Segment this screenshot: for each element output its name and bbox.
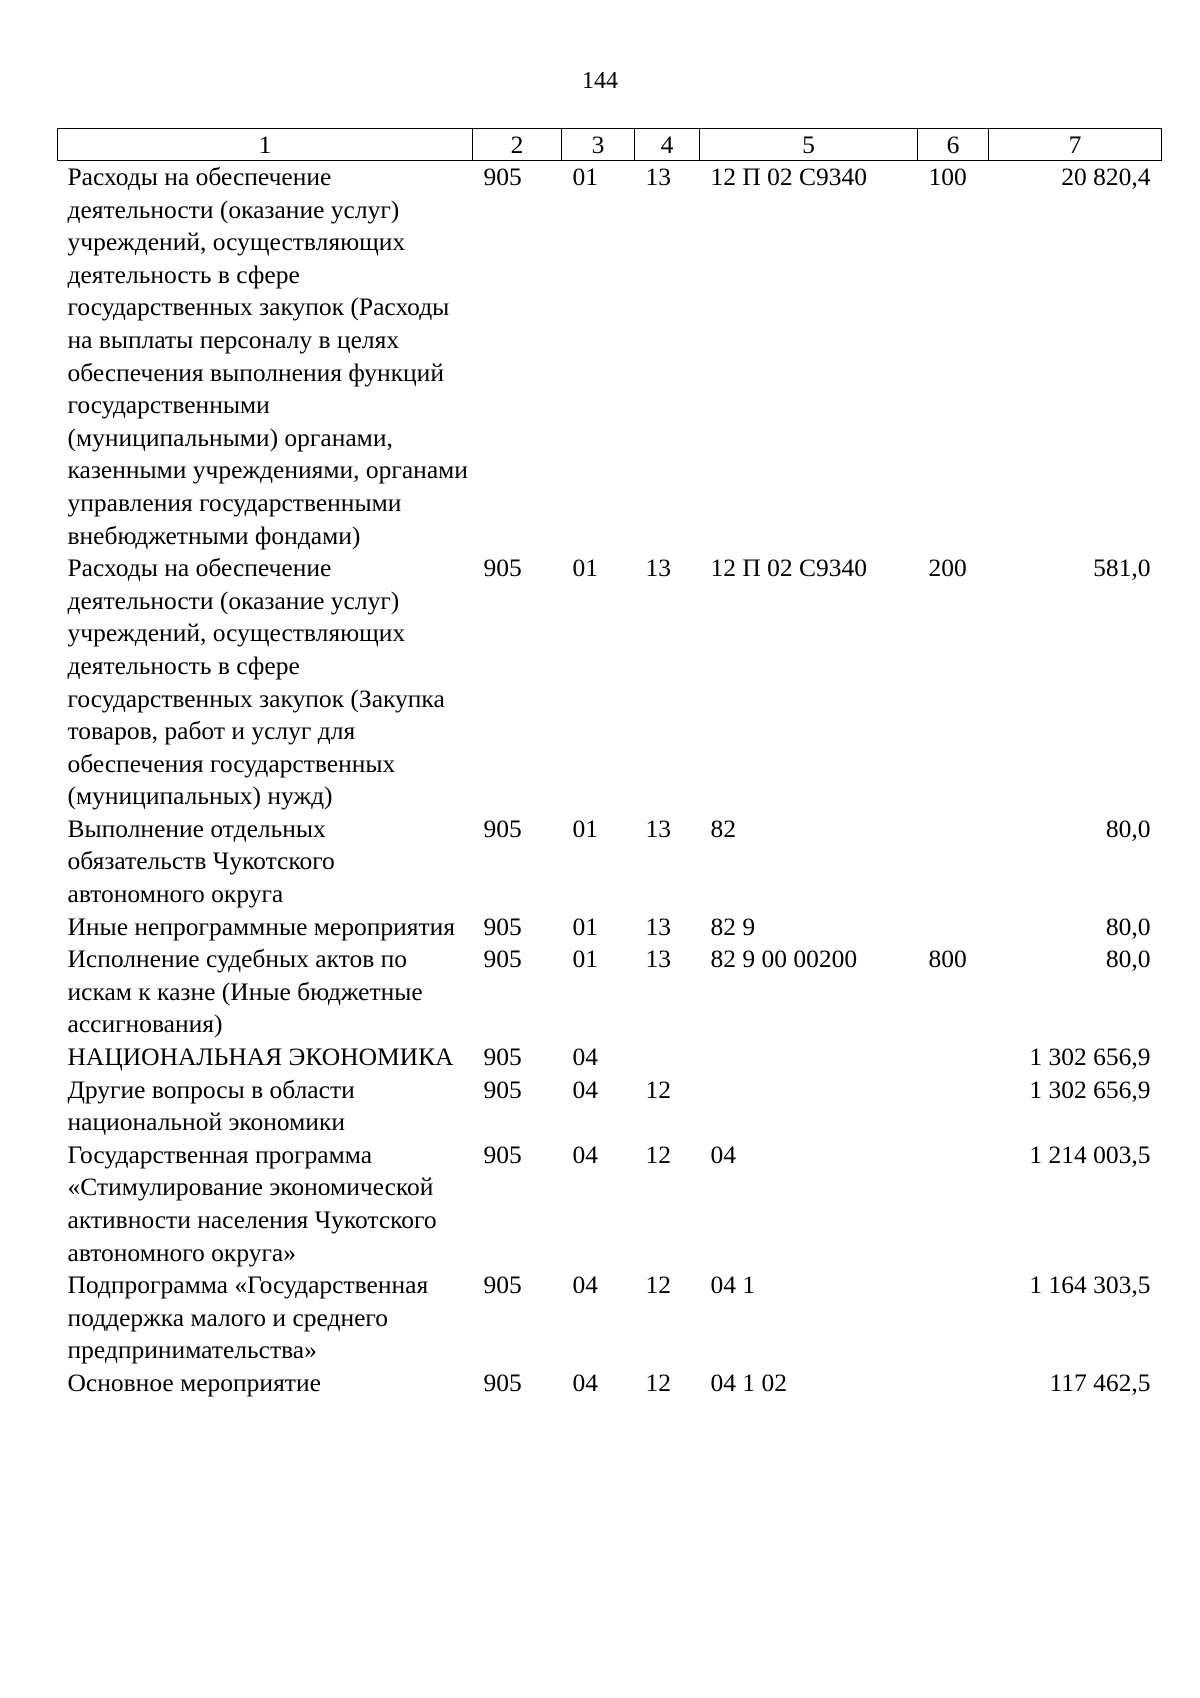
row-subsection: 13 (645, 162, 671, 191)
row-expense-type (918, 1041, 989, 1074)
row-section: 04 (572, 1074, 598, 1104)
row-grbs: 905 (483, 911, 522, 941)
row-name: Выполнение отдельных обязательств Чукотского автономного округа (67, 813, 335, 909)
row-expense-type: 800 (928, 944, 967, 974)
row-name: НАЦИОНАЛЬНАЯ ЭКОНОМИКА (67, 1042, 454, 1072)
header-col-4: 4 (635, 129, 700, 161)
header-col-1: 1 (58, 129, 473, 161)
row-target-article: 12 П 02 С9340 (710, 553, 868, 583)
row-expense-type: 200 (928, 553, 967, 583)
row-section: 04 (572, 1139, 598, 1169)
row-target-article (700, 1074, 918, 1139)
row-name: Другие вопросы в области национальной экономики (67, 1074, 355, 1137)
header-col-7: 7 (989, 129, 1162, 161)
row-target-article: 82 9 (710, 911, 756, 941)
row-expense-type (918, 1074, 989, 1139)
row-expense-type: 100 (928, 162, 967, 191)
row-subsection (635, 1041, 700, 1074)
row-name: Основное мероприятие (67, 1367, 321, 1397)
row-section: 04 (572, 1270, 598, 1300)
row-name: Иные непрограммные мероприятия (67, 911, 456, 941)
table-header (58, 129, 1162, 161)
table-row (58, 1269, 1162, 1367)
row-amount: 80,0 (1105, 944, 1151, 974)
row-expense-type (918, 911, 989, 944)
row-subsection: 13 (645, 813, 671, 843)
row-target-article (700, 1041, 918, 1074)
header-col-6: 6 (918, 129, 989, 161)
row-grbs: 905 (483, 162, 522, 191)
row-subsection: 13 (645, 553, 671, 583)
table-body (58, 161, 1162, 1400)
row-name: Подпрограмма «Государственная поддержка малого и среднего предпринимательства» (67, 1270, 429, 1365)
header-row (58, 129, 1162, 161)
table-row (58, 943, 1162, 1041)
row-subsection: 12 (645, 1139, 671, 1169)
row-amount: 1 302 656,9 (1029, 1074, 1151, 1104)
row-amount: 1 164 303,5 (1029, 1270, 1151, 1300)
row-expense-type (918, 813, 989, 911)
row-target-article: 04 1 02 (710, 1367, 787, 1397)
row-target-article: 82 9 00 00200 (710, 944, 858, 974)
row-grbs: 905 (483, 944, 522, 974)
table-row (58, 1139, 1162, 1269)
row-grbs: 905 (483, 1139, 522, 1169)
row-expense-type (918, 1269, 989, 1367)
table-row (58, 813, 1162, 911)
row-name: Исполнение судебных актов по искам к казне (Иные бюджетные ассигнования) (67, 944, 423, 1039)
row-expense-type (918, 1139, 989, 1269)
row-section: 01 (572, 162, 598, 191)
row-section: 01 (572, 911, 598, 941)
table-row (58, 911, 1162, 944)
row-amount: 80,0 (1105, 813, 1151, 843)
table-row (58, 1074, 1162, 1139)
row-target-article: 12 П 02 С9340 (710, 162, 868, 191)
row-amount: 1 214 003,5 (1029, 1139, 1151, 1169)
row-section: 01 (572, 553, 598, 583)
row-name: Расходы на обеспечение деятельности (оказание услуг) учреждений, осуществляющих деятельность в сфере государственных закупок (Расходы на выплаты персоналу в целях обеспечения выполнения функций государственными (муниципальными) органами, казенными учреждениями, органами управления государственными внебюджетными фондами) (67, 162, 468, 550)
row-grbs: 905 (483, 1367, 522, 1397)
row-grbs: 905 (483, 1270, 522, 1300)
table-row (58, 1041, 1162, 1074)
row-subsection: 12 (645, 1270, 671, 1300)
row-name: Расходы на обеспечение деятельности (оказание услуг) учреждений, осуществляющих деятельность в сфере государственных закупок (Закупка товаров, работ и услуг для обеспечения государственных (муниципальных) нужд) (67, 553, 445, 811)
row-subsection: 13 (645, 944, 671, 974)
page-number: 144 (582, 68, 618, 94)
row-amount: 80,0 (1105, 911, 1151, 941)
row-amount: 1 302 656,9 (1029, 1042, 1151, 1072)
row-target-article: 04 1 (710, 1270, 756, 1300)
table-row (58, 1367, 1162, 1400)
row-subsection: 12 (645, 1367, 671, 1397)
row-name: Государственная программа «Стимулирование экономической активности населения Чукотского автономного округа» (67, 1139, 437, 1267)
row-amount: 117 462,5 (1049, 1367, 1151, 1397)
row-grbs: 905 (483, 1042, 522, 1072)
row-section: 04 (572, 1367, 598, 1397)
row-subsection: 13 (645, 911, 671, 941)
row-amount: 20 820,4 (1061, 162, 1151, 191)
row-expense-type (918, 1367, 989, 1400)
row-grbs: 905 (483, 1074, 522, 1104)
row-grbs: 905 (483, 813, 522, 843)
table-row (58, 161, 1162, 553)
row-section: 04 (572, 1042, 598, 1072)
budget-table (57, 128, 1162, 1400)
header-col-3: 3 (562, 129, 635, 161)
row-target-article: 04 (710, 1139, 736, 1169)
table-row (58, 552, 1162, 813)
row-target-article: 82 (710, 813, 736, 843)
row-section: 01 (572, 944, 598, 974)
header-col-5: 5 (700, 129, 918, 161)
row-amount: 581,0 (1093, 553, 1151, 583)
row-grbs: 905 (483, 553, 522, 583)
row-subsection: 12 (645, 1074, 671, 1104)
header-col-2: 2 (473, 129, 562, 161)
row-section: 01 (572, 813, 598, 843)
